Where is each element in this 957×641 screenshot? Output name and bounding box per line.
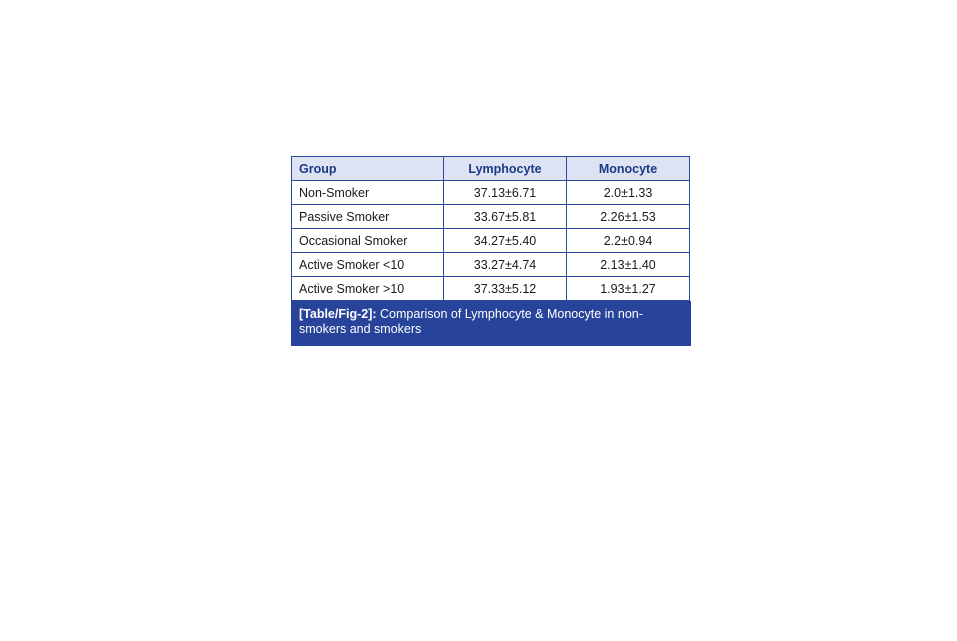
cell-monocyte: 1.93±1.27 xyxy=(567,277,690,301)
cell-monocyte: 2.26±1.53 xyxy=(567,205,690,229)
table-row xyxy=(292,277,690,301)
cell-group: Passive Smoker xyxy=(292,205,444,229)
cell-monocyte: 2.0±1.33 xyxy=(567,181,690,205)
cell-group: Occasional Smoker xyxy=(292,229,444,253)
cell-lymphocyte: 37.33±5.12 xyxy=(444,277,567,301)
table-figure-2 xyxy=(291,156,689,346)
cell-lymphocyte: 33.67±5.81 xyxy=(444,205,567,229)
table-row xyxy=(292,253,690,277)
cell-lymphocyte: 34.27±5.40 xyxy=(444,229,567,253)
table-caption-label: [Table/Fig-2]: xyxy=(299,307,377,321)
column-header-monocyte: Monocyte xyxy=(567,157,690,181)
table-row xyxy=(292,181,690,205)
cell-group: Active Smoker <10 xyxy=(292,253,444,277)
cell-monocyte: 2.13±1.40 xyxy=(567,253,690,277)
comparison-table xyxy=(291,156,690,301)
table-row xyxy=(292,229,690,253)
table-header-row xyxy=(292,157,690,181)
table-header xyxy=(292,157,690,181)
cell-monocyte: 2.2±0.94 xyxy=(567,229,690,253)
table-caption xyxy=(291,301,691,346)
table-body xyxy=(292,181,690,301)
column-header-lymphocyte: Lymphocyte xyxy=(444,157,567,181)
table-caption-text: Comparison of Lymphocyte & Monocyte in non-smokers and smokers xyxy=(299,307,643,336)
cell-lymphocyte: 33.27±4.74 xyxy=(444,253,567,277)
column-header-group: Group xyxy=(292,157,444,181)
cell-group: Non-Smoker xyxy=(292,181,444,205)
cell-group: Active Smoker >10 xyxy=(292,277,444,301)
table-row xyxy=(292,205,690,229)
cell-lymphocyte: 37.13±6.71 xyxy=(444,181,567,205)
